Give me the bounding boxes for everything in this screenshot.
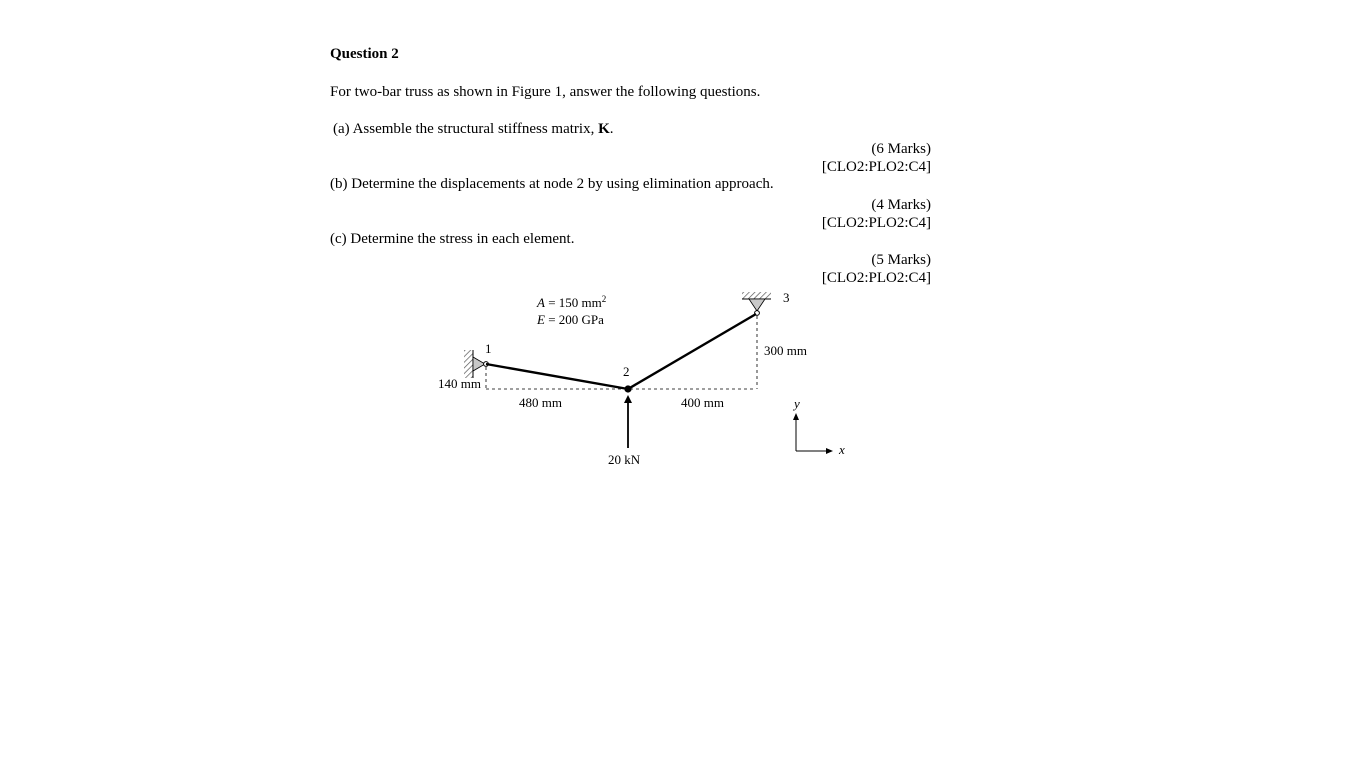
dim-400-label: 400 mm <box>681 395 724 410</box>
bar-element-1 <box>486 364 628 389</box>
coordinate-axes <box>793 413 833 454</box>
dim-140-label: 140 mm <box>438 376 481 391</box>
node-2-label: 2 <box>623 364 630 379</box>
node-3-label: 3 <box>783 290 790 305</box>
bar-element-2 <box>628 314 756 389</box>
part-c-clo: [CLO2:PLO2:C4] <box>821 270 931 286</box>
modulus-label: E = 200 GPa <box>537 312 604 327</box>
axis-y-label: y <box>794 396 800 411</box>
part-b-text: (b) Determine the displacements at node 2 by using elimination approach. <box>330 176 774 192</box>
axis-x-label: x <box>839 442 845 457</box>
part-c-marks: (5 Marks) <box>871 252 931 268</box>
part-a-prefix: (a) Assemble the structural stiffness matrix, <box>333 121 599 137</box>
dim-300-label: 300 mm <box>764 343 807 358</box>
load-label: 20 kN <box>608 452 641 467</box>
area-label: A = 150 $mm^2$ <box>537 294 607 310</box>
part-a-bold: K <box>598 121 610 137</box>
part-a-marks: (6 Marks) <box>871 141 931 157</box>
question-intro: For two-bar truss as shown in Figure 1, answer the following questions. <box>330 84 761 100</box>
part-a-clo: [CLO2:PLO2:C4] <box>821 159 931 175</box>
support-node-3 <box>742 292 771 315</box>
part-a-suffix: . <box>609 121 614 137</box>
load-arrow <box>624 395 632 448</box>
part-c-text: (c) Determine the stress in each element. <box>330 231 575 247</box>
question-title: Question 2 <box>330 46 399 62</box>
dimension-guides <box>486 316 757 389</box>
part-b-marks: (4 Marks) <box>871 197 931 213</box>
part-b-clo: [CLO2:PLO2:C4] <box>821 215 931 231</box>
dim-480-label: 480 mm <box>519 395 562 410</box>
node-1-label: 1 <box>485 341 492 356</box>
